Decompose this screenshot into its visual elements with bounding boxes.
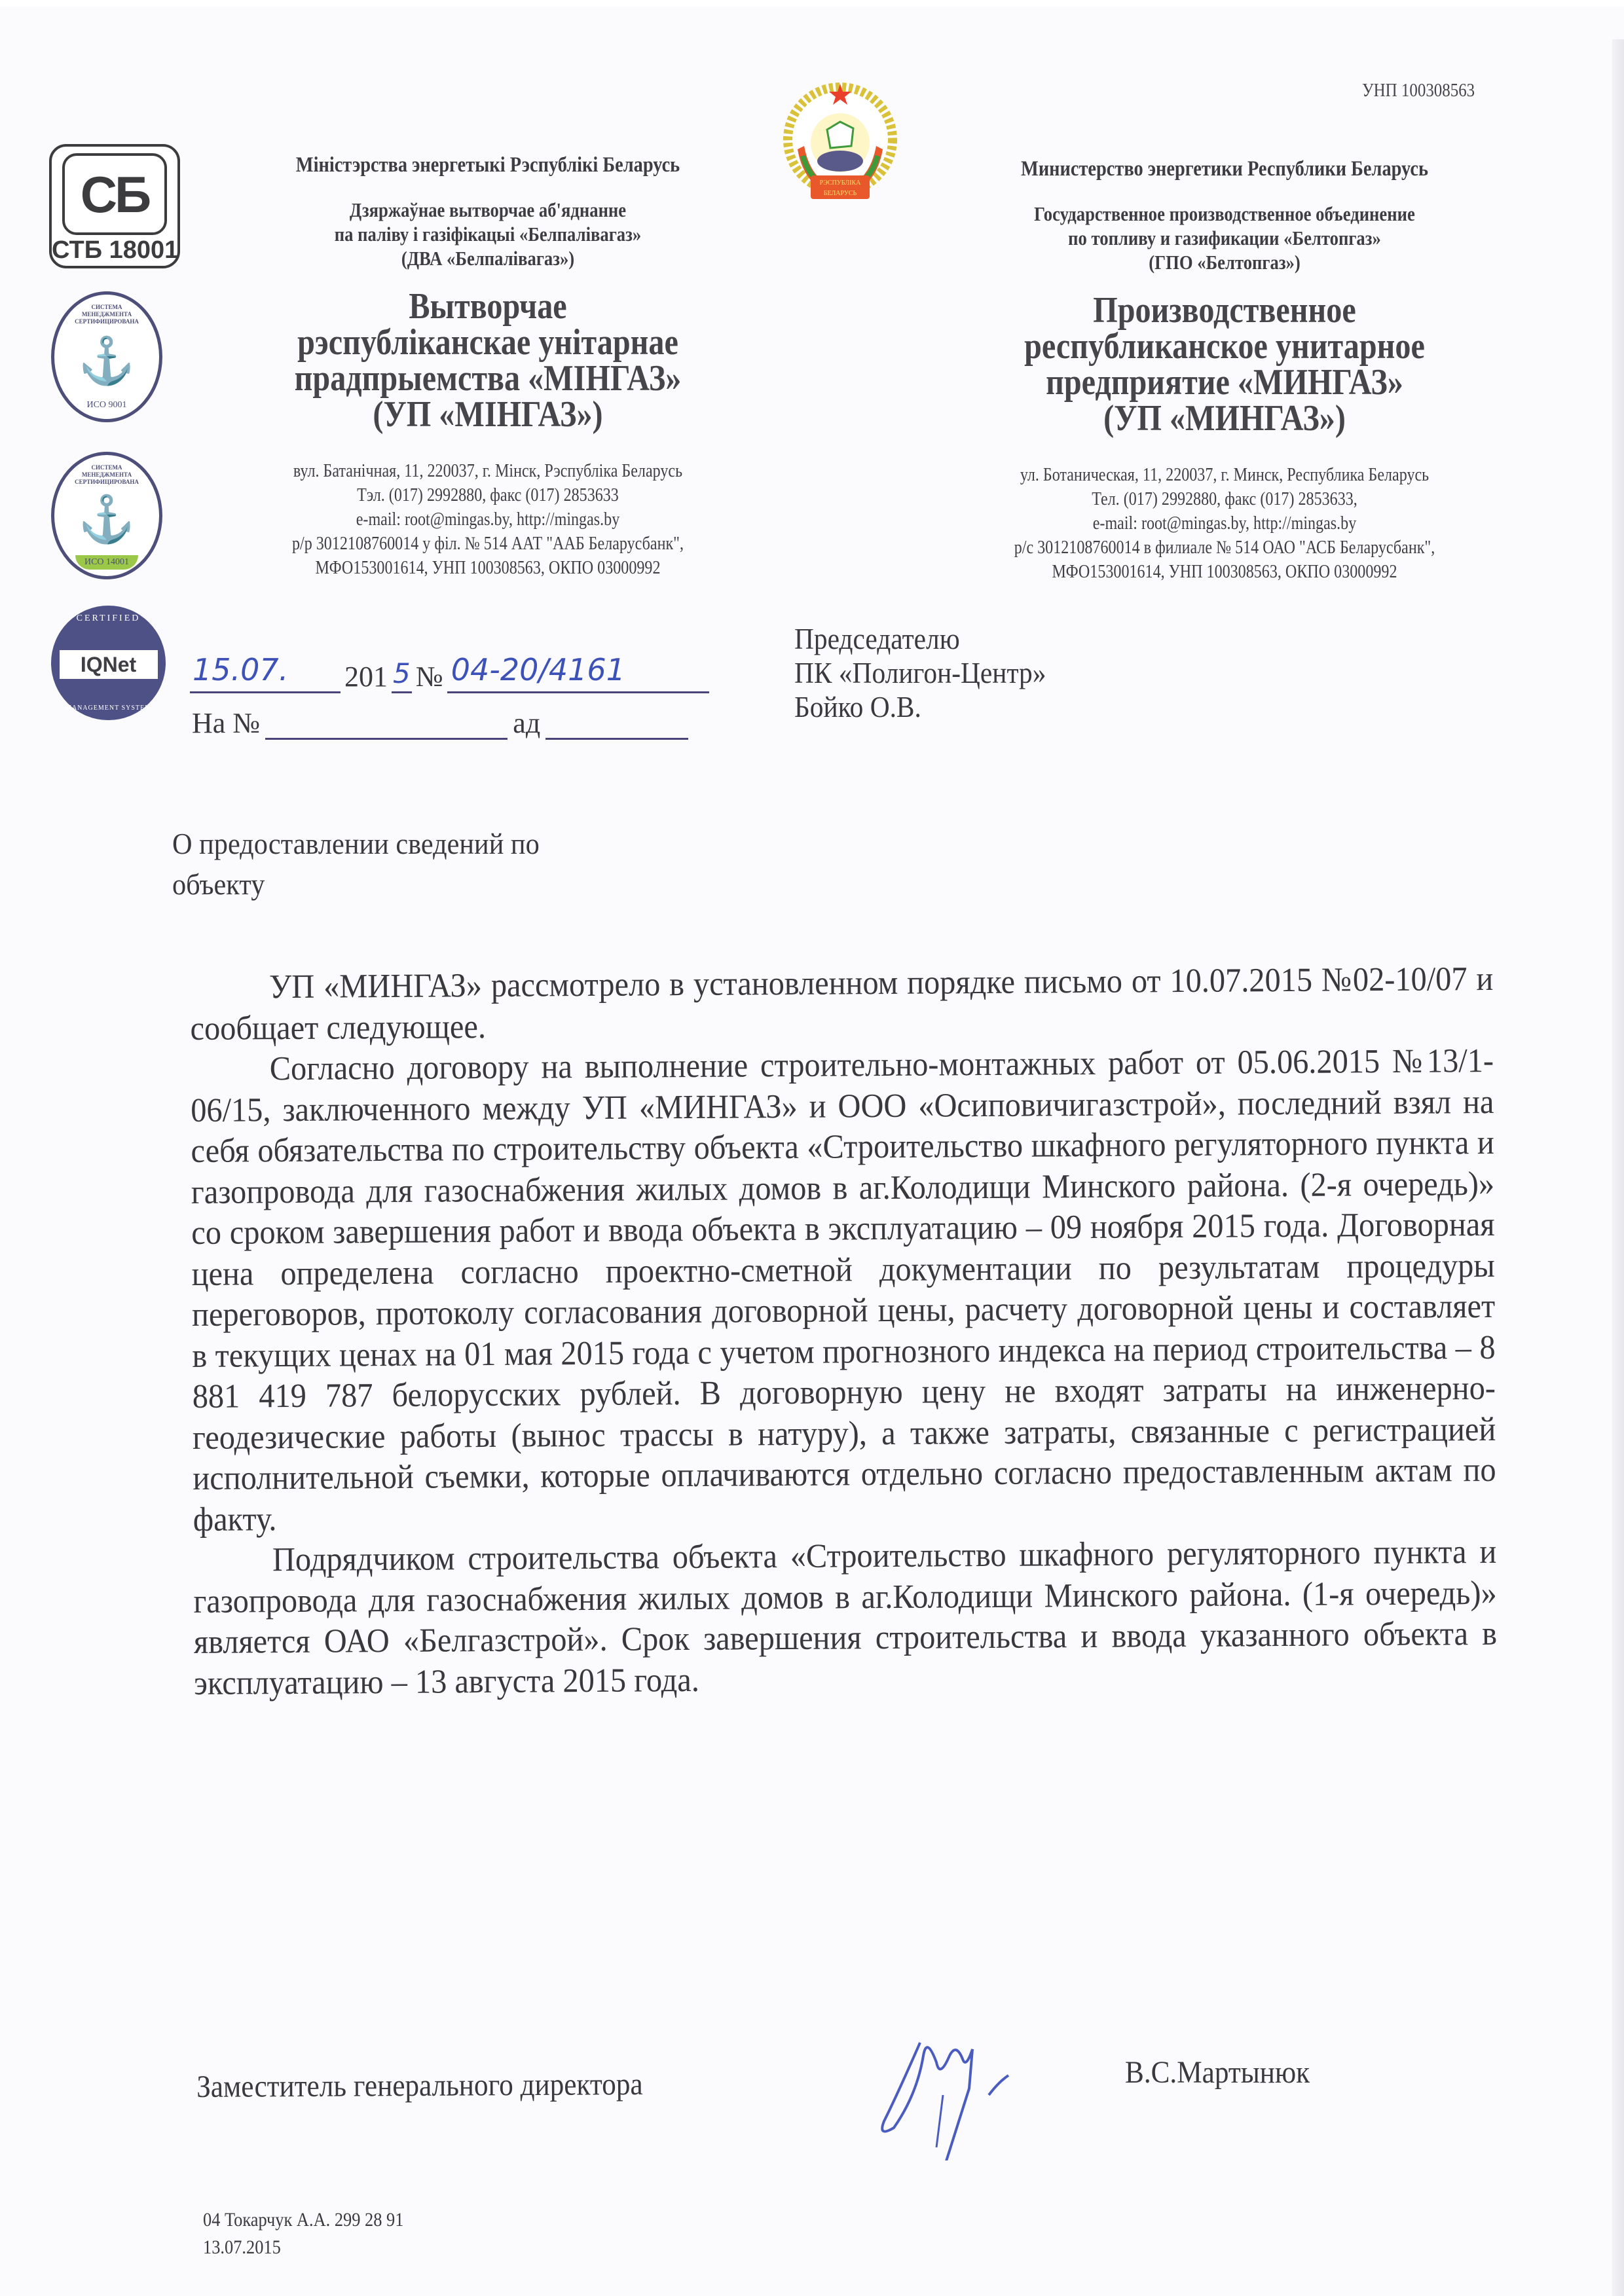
letter-body xyxy=(190,959,1498,1704)
stb-label: СТБ 18001 xyxy=(52,236,179,264)
seal-ring-text: СИСТЕМА МЕНЕДЖМЕНТА СЕРТИФИЦИРОВАНА xyxy=(75,304,139,325)
email-line: e-mail: root@mingas.by, http://mingas.by xyxy=(356,509,620,530)
emblem-text-top: РЭСПУБЛІКА xyxy=(819,179,861,187)
association-line: па паліву і газіфікацыі «Белпалівагаз» xyxy=(334,223,642,246)
address-line: ул. Ботаническая, 11, 220037, г. Минск, Республика Беларусь xyxy=(1020,465,1430,485)
executor-block xyxy=(203,2206,403,2261)
subject-line: О предоставлении сведений по xyxy=(172,827,540,860)
reply-number-underline xyxy=(265,738,507,740)
letterhead-russian xyxy=(904,156,1545,584)
letter-subject xyxy=(172,824,540,905)
emblem-text-bottom: БЕЛАРУСЬ xyxy=(823,190,857,197)
enterprise-name xyxy=(212,286,764,435)
email-line: e-mail: root@mingas.by, http://mingas.by xyxy=(1092,513,1357,534)
enterprise-line: Вытворчае xyxy=(409,286,567,327)
unp-number: УНП 100308563 xyxy=(1362,80,1475,101)
iqnet-certified-text: CERTIFIED xyxy=(76,613,141,623)
number-field xyxy=(447,648,709,693)
contact-block xyxy=(949,463,1501,584)
iqnet-brand: IQNet xyxy=(60,648,158,681)
enterprise-line: предприятие «МИНГАЗ» xyxy=(1046,362,1403,403)
reply-reference-row xyxy=(192,707,688,740)
enterprise-line: (УП «МИНГАЗ») xyxy=(1103,398,1346,439)
addressee-organization: ПК «Полигон-Центр» xyxy=(794,656,1046,689)
codes-line: МФО153001614, УНП 100308563, ОКПО 03000992 xyxy=(1052,562,1397,582)
number-sign: № xyxy=(415,661,443,693)
contact-block xyxy=(212,459,764,580)
phone-line: Тэл. (017) 2992880, факс (017) 2853633 xyxy=(357,485,619,505)
association-line: (ДВА «Белпалівагаз») xyxy=(401,247,575,270)
association-line: Государственное производственное объединение xyxy=(1034,202,1415,225)
body-paragraph: УП «МИНГАЗ» рассмотрело в установленном порядке письмо от 10.07.2015 №02-10/07 и сообщает следующее. xyxy=(190,960,1494,1048)
iqnet-certified-logo xyxy=(51,606,166,720)
association-line: (ГПО «Белтопгаз») xyxy=(1149,251,1301,274)
signatory-name: В.С.Мартынюк xyxy=(1125,2055,1310,2090)
address-line: вул. Батанічная, 11, 220037, г. Мінск, Рэспубліка Беларусь xyxy=(293,461,683,481)
letterhead-belarusian xyxy=(167,152,809,580)
body-paragraph: Согласно договору на выполнение строительно-монтажных работ от 05.06.2015 №13/1-06/15, заключенного между УП «МИНГАЗ» и ООО «Осиповичигазстрой», последний взял на себя обязательства по строительству объекта «Строительство шкафного регуляторного пункта и газопровода для газоснабжения жилых домов в аг.Колодищи Минского района. (2-я очередь)» со сроком завершения работ и ввода объекта в эксплуатацию – 09 ноября 2015 года. Договорная цена определена согласно проектно-сметной документации по результатам процедуры переговоров, протоколу согласования договорной цены, расчету договорной цены и составляет в текущих ценах на 01 мая 2015 года с учетом прогнозного индекса на период строительства – 8 881 419 787 белорусских рублей. В договорную цену не входят затраты на инженерно-геодезические работы (вынос трассы в натуру), а также затраты, связанные с регистрацией исполнительной съемки, которые оплачиваются отдельно согласно предоставленным актам по факту. xyxy=(191,1042,1496,1539)
handwritten-reg-number: 04-20/4161 xyxy=(451,652,625,687)
ministry-name: Міністэрства энергетыкі Рэспублікі Беларусь xyxy=(295,153,680,177)
addressee-name: Бойко О.В. xyxy=(794,690,921,723)
year-field xyxy=(392,655,412,693)
stb-mark-letters: СБ xyxy=(80,165,149,223)
bank-line: р/с 3012108760014 в филиале № 514 ОАО "АСБ Беларусбанк", xyxy=(1014,538,1435,558)
stb-18001-logo xyxy=(49,144,180,268)
handwritten-date: 15.07. xyxy=(193,652,289,687)
reply-date-label: ад xyxy=(513,707,541,739)
handwritten-year: 5 xyxy=(393,657,411,689)
outgoing-reference-row xyxy=(190,648,709,693)
association-name xyxy=(212,198,764,270)
ministry-name: Министерство энергетики Республики Беларусь xyxy=(1021,157,1428,181)
association-line: Дзяржаўнае вытворчае аб'яднанне xyxy=(349,198,627,221)
enterprise-line: республиканское унитарное xyxy=(1024,326,1425,367)
enterprise-line: (УП «МІНГАЗ») xyxy=(373,394,603,435)
scan-right-edge xyxy=(1612,39,1624,2296)
seal-iso-label: ИСО 9001 xyxy=(86,400,127,410)
seal-ring-text: СИСТЕМА МЕНЕДЖМЕНТА СЕРТИФИЦИРОВАНА xyxy=(75,464,139,485)
association-line: по топливу и газификации «Белтопгаз» xyxy=(1068,227,1381,249)
enterprise-line: Производственное xyxy=(1093,290,1356,331)
association-name xyxy=(949,202,1501,274)
subject-line: объекту xyxy=(172,867,265,901)
bank-line: р/р 3012108760014 у філ. № 514 ААТ "ААБ Беларусбанк", xyxy=(291,534,684,554)
signatory-title: Заместитель генерального директора xyxy=(196,2067,643,2104)
reply-date-underline xyxy=(545,738,688,740)
stb-mark-frame xyxy=(62,153,167,235)
iso-9001-seal xyxy=(51,291,162,422)
handwritten-signature xyxy=(858,2016,1067,2160)
body-paragraph: Подрядчиком строительства объекта «Строительство шкафного регуляторного пункта и газопровода для газоснабжения жилых домов в аг.Колодищи Минского района. (1-я очередь)» является ОАО «Белгазстрой». Срок завершения строительства и ввода указанного объекта в эксплуатацию – 13 августа 2015 года. xyxy=(193,1533,1498,1702)
phone-line: Тел. (017) 2992880, факс (017) 2853633, xyxy=(1092,489,1357,509)
seal-iso-label: ИСО 14001 xyxy=(75,555,138,570)
addressee-position: Председателю xyxy=(794,622,960,655)
iso-14001-seal xyxy=(51,452,162,579)
enterprise-line: прадпрыемства «МІНГАЗ» xyxy=(294,358,682,399)
iqnet-management-text: MANAGEMENT SYSTEM xyxy=(65,704,151,712)
executor-contact: 04 Токарчук А.А. 299 28 91 xyxy=(203,2209,404,2231)
executor-date: 13.07.2015 xyxy=(203,2236,281,2258)
reply-to-label: На № xyxy=(192,707,261,739)
addressee-block xyxy=(794,622,1046,724)
date-field xyxy=(190,648,341,693)
enterprise-name xyxy=(949,290,1501,439)
anchor-icon: ⚓ xyxy=(78,495,136,545)
year-printed: 201 xyxy=(344,661,388,693)
enterprise-line: рэспубліканскае унітарнае xyxy=(297,322,678,363)
codes-line: МФО153001614, УНП 100308563, ОКПО 03000992 xyxy=(315,558,661,578)
scan-top-edge xyxy=(0,0,1624,7)
anchor-icon: ⚓ xyxy=(78,336,136,387)
